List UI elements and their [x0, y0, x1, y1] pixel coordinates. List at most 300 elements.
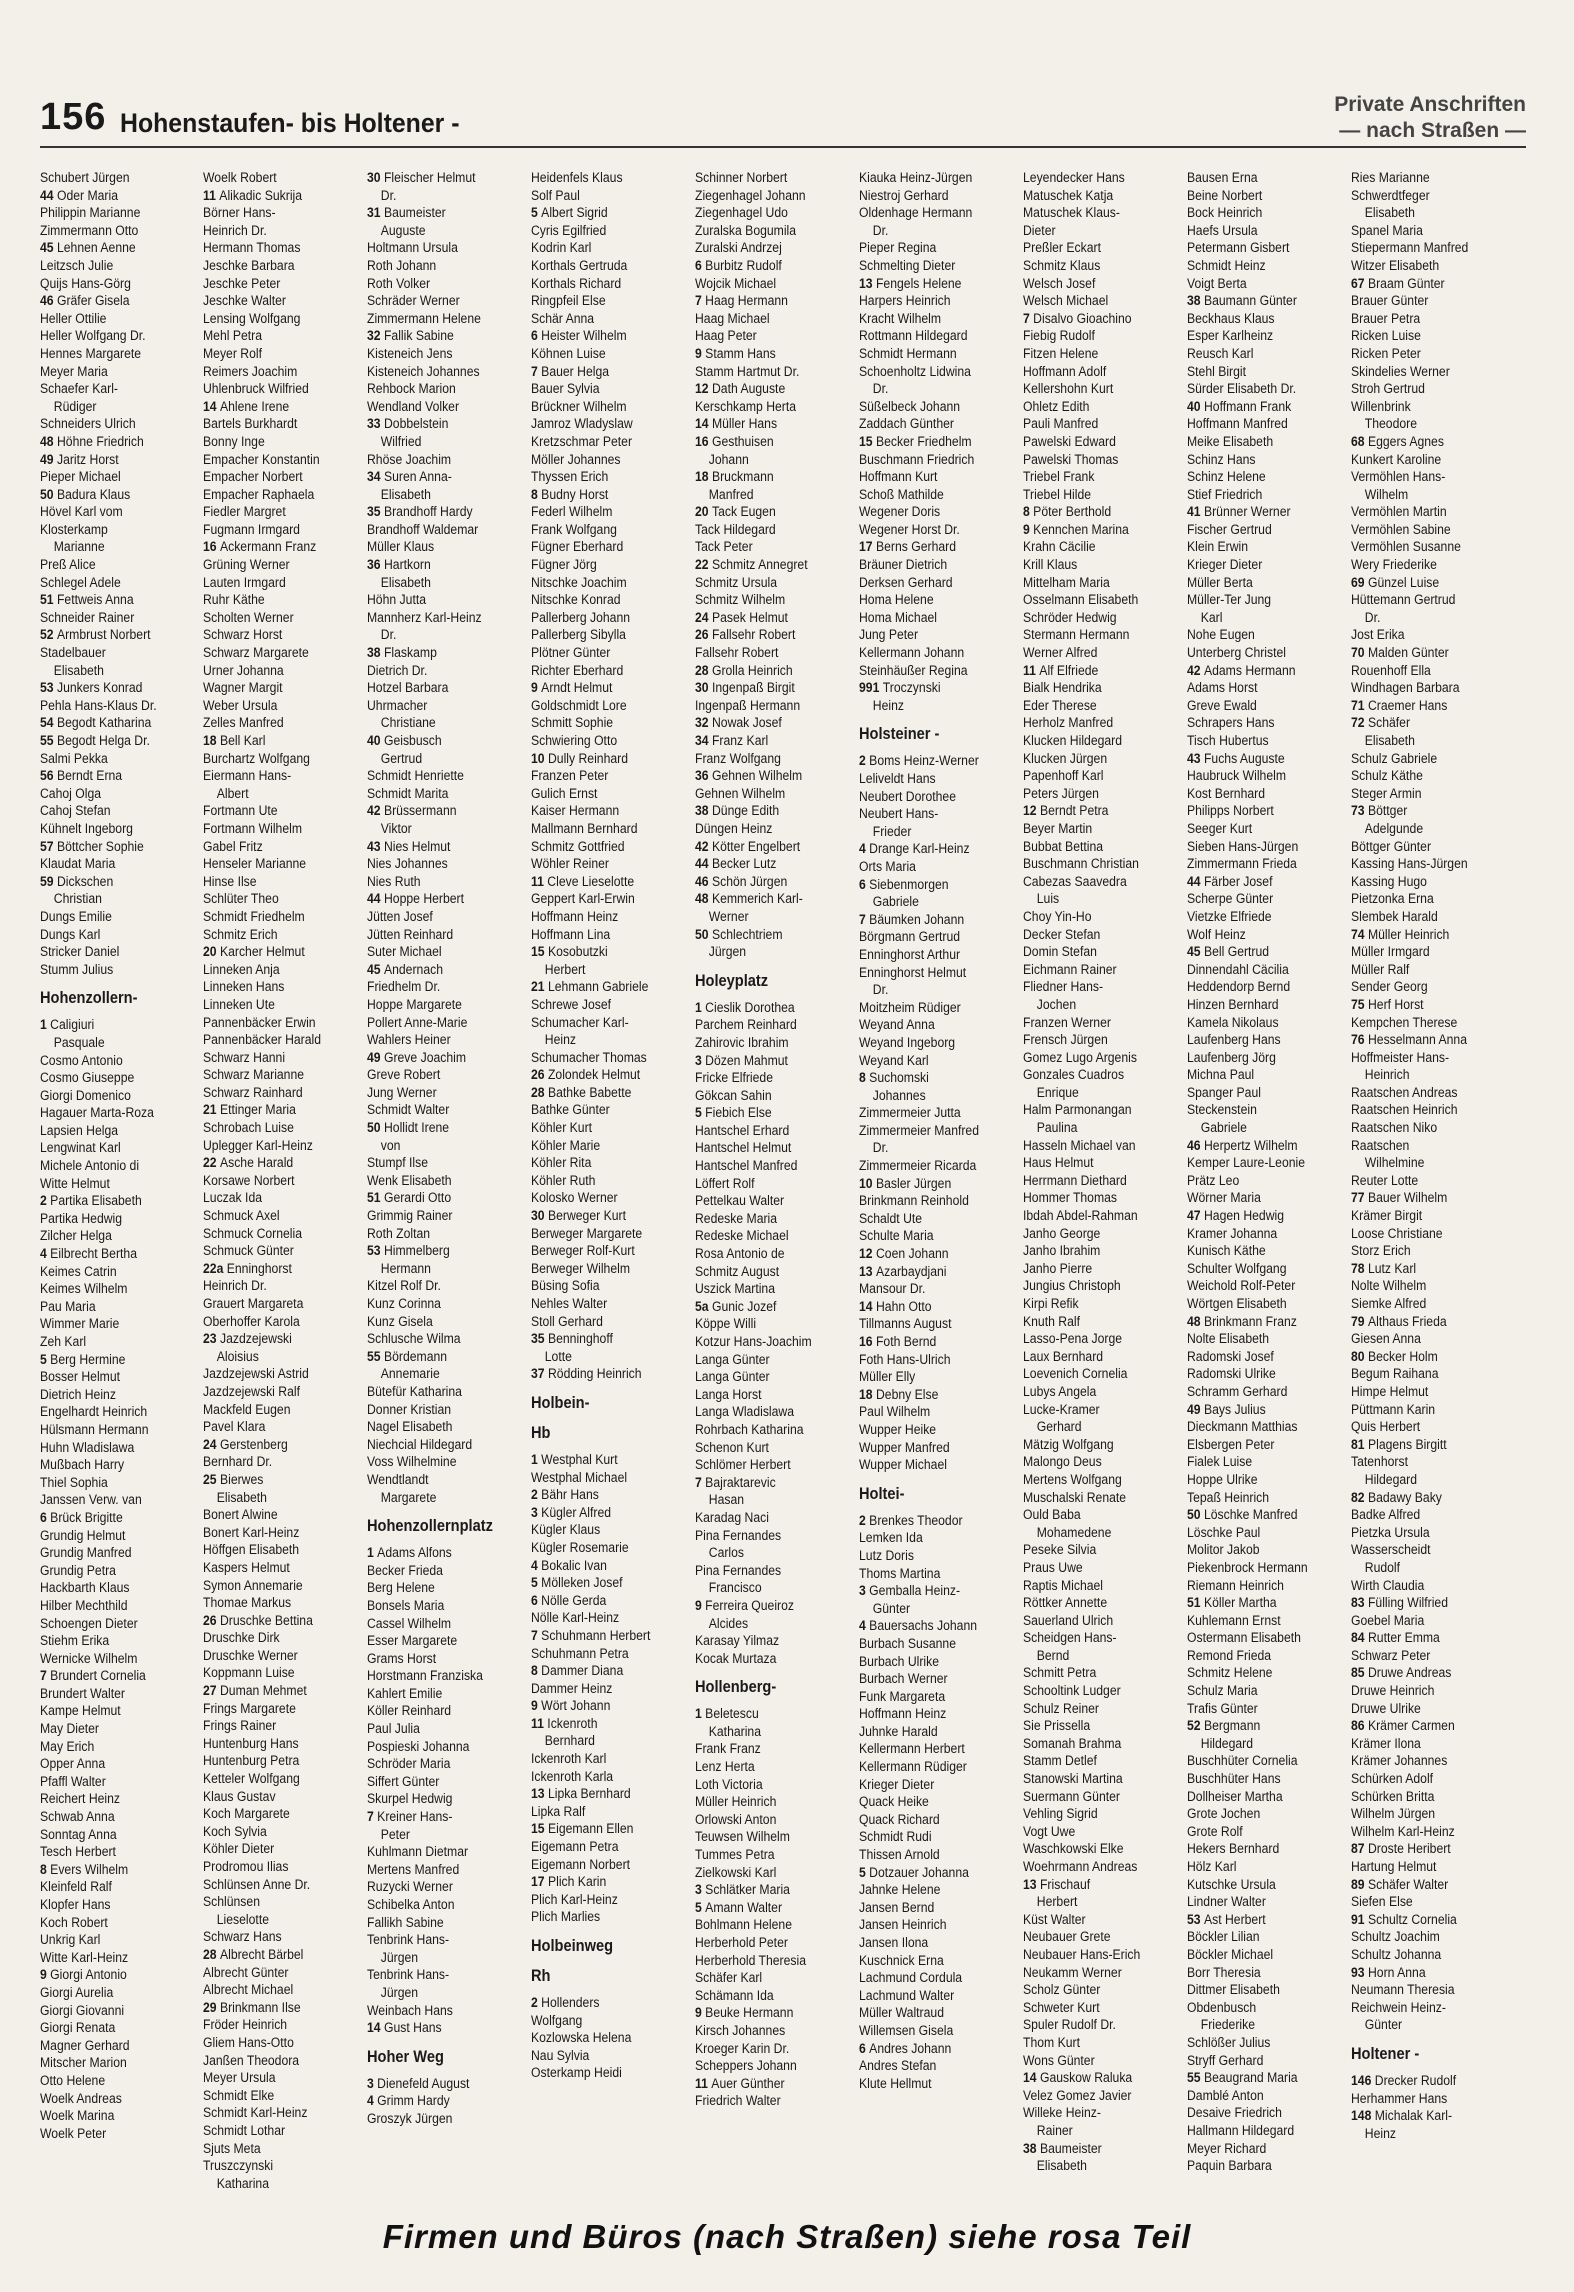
listing-entry: Aloisius	[216, 1348, 259, 1365]
listing-entry: Reichert Heinz	[40, 1791, 121, 1808]
listing-entry: Schmuck Axel	[203, 1208, 280, 1225]
listing-entry: Schumacher Karl-	[531, 1014, 629, 1031]
street-heading: Hohenzollernplatz	[367, 1516, 493, 1536]
listing-entry: Krahn Cäcilie	[1023, 539, 1096, 556]
listing-entry: Haubruck Wilhelm	[1187, 768, 1286, 785]
listing-entry: 11 Auer Günther	[695, 2075, 785, 2092]
listing-entry: Peter	[380, 1826, 410, 1843]
listing-entry: Wegener Horst Dr.	[859, 521, 960, 538]
listing-entry: Krämer Ilona	[1351, 1735, 1421, 1752]
house-number: 9	[40, 1967, 51, 1984]
listing-entry: Stiehm Erika	[40, 1633, 110, 1650]
house-number: 9	[695, 345, 706, 362]
listing-entry: 1 Adams Alfons	[367, 1545, 452, 1562]
house-number: 2	[531, 1995, 542, 2011]
listing-entry: Hantschel Manfred	[695, 1158, 798, 1175]
house-number: 4	[367, 2093, 378, 2110]
house-number: 30	[695, 680, 712, 697]
listing-entry: 87 Droste Heribert	[1351, 1841, 1451, 1858]
listing-entry: Berweger Wilhelm	[531, 1260, 630, 1277]
listing-entry: 22a Enninghorst	[203, 1260, 292, 1277]
listing-entry: Ibdah Abdel-Rahman	[1023, 1208, 1138, 1225]
listing-entry: Thissen Arnold	[859, 1847, 940, 1864]
house-number: 59	[40, 873, 57, 890]
listing-entry: Dr.	[872, 222, 889, 239]
listing-entry: Schmitz Ursula	[695, 574, 778, 591]
listing-entry: Truszczynski	[203, 2158, 274, 2175]
listing-entry: Schämann Ida	[695, 1987, 774, 2004]
listing-entry: Raatschen Heinrich	[1351, 1102, 1458, 1119]
listing-entry: 40 Hoffmann Frank	[1187, 398, 1292, 415]
house-number: 73	[1351, 803, 1368, 820]
listing-entry: Malongo Deus	[1023, 1454, 1102, 1471]
listing-entry: Sonntag Anna	[40, 1826, 117, 1843]
listing-entry: Mansour Dr.	[859, 1281, 926, 1298]
listing-entry: Elisabeth	[1364, 733, 1415, 749]
listing-entry: Küst Walter	[1023, 1911, 1086, 1928]
listing-entry: Lauten Irmgard	[203, 574, 286, 591]
listing-entry: Börgmann Gertrud	[859, 929, 961, 946]
house-number: 26	[695, 627, 712, 644]
house-number: 56	[40, 768, 57, 785]
listing-entry: Köppe Willi	[695, 1316, 757, 1333]
listing-entry: Gonzales Cuadros	[1023, 1067, 1125, 1084]
listing-entry: Fialek Luise	[1187, 1454, 1253, 1471]
listing-entry: Voigt Berta	[1187, 275, 1247, 292]
listing-entry: Johann	[708, 451, 749, 468]
listing-entry: Reimers Joachim	[203, 363, 298, 380]
listing-entry: Müller Heinrich	[695, 1794, 777, 1811]
house-number: 52	[40, 627, 57, 644]
listing-entry: Mußbach Harry	[40, 1457, 125, 1474]
listing-entry: 1 Beletescu	[695, 1706, 759, 1723]
listing-entry: Gabriele	[1200, 1120, 1247, 1137]
listing-entry: Hommer Thomas	[1023, 1190, 1118, 1207]
listing-entry: Jansen Ilona	[859, 1935, 929, 1951]
house-number: 54	[40, 715, 57, 732]
house-number: 11	[203, 187, 220, 204]
listing-entry: Löschke Paul	[1187, 1524, 1261, 1541]
listing-entry: Beyer Martin	[1023, 820, 1093, 837]
listing-entry: Heddendorp Bernd	[1187, 979, 1291, 996]
listing-entry: 45 Bell Gertrud	[1187, 944, 1270, 961]
listing-entry: Schinz Hans	[1187, 451, 1256, 468]
listing-entry: Schoenholtz Lidwina	[859, 363, 971, 380]
listing-entry: Stroh Gertrud	[1351, 381, 1425, 398]
listing-entry: Bausen Erna	[1187, 170, 1258, 186]
listing-entry: Zimmermann Otto	[40, 222, 139, 239]
listing-entry: Herbert	[544, 961, 586, 978]
house-number: 146	[1351, 2072, 1375, 2089]
listing-column	[695, 170, 853, 2111]
listing-entry: Triebel Hilde	[1023, 486, 1092, 503]
listing-entry: Jeschke Walter	[203, 293, 286, 310]
listing-entry: Uhlenbruck Wilfried	[203, 381, 309, 398]
house-number: 10	[859, 1175, 876, 1192]
listing-entry: Jeschke Peter	[203, 275, 281, 292]
listing-entry: Paquin Barbara	[1187, 2158, 1272, 2175]
listing-entry: Meyer Rolf	[203, 345, 262, 362]
listing-entry: Weinbach Hans	[367, 2002, 453, 2019]
listing-entry: Fortmann Wilhelm	[203, 820, 302, 837]
house-number: 13	[531, 1786, 548, 1803]
house-number: 1	[367, 1545, 378, 1562]
listing-entry: Schmidt Marita	[367, 785, 449, 802]
listing-entry: Radomski Ulrike	[1187, 1366, 1276, 1383]
listing-entry: Moitzheim Rüdiger	[859, 999, 961, 1016]
listing-entry: Dietrich Dr.	[367, 662, 428, 679]
listing-entry: 35 Benninghoff	[531, 1331, 613, 1348]
listing-entry: Hülsmann Hermann	[40, 1421, 149, 1438]
listing-entry: Schmitz Erich	[203, 926, 278, 943]
listing-entry: Schuhmann Petra	[531, 1645, 629, 1662]
listing-entry: 50 Löschke Manfred	[1187, 1507, 1298, 1524]
listing-entry: Becker Frieda	[367, 1562, 443, 1579]
listing-entry: Hartung Helmut	[1351, 1859, 1437, 1875]
listing-entry: Giorgi Giovanni	[40, 2002, 125, 2019]
listing-entry: Elisabeth	[380, 574, 431, 591]
listing-entry: Tesch Herbert	[40, 1844, 116, 1861]
listing-entry: Sie Prissella	[1023, 1718, 1091, 1735]
listing-entry: Schrapers Hans	[1187, 715, 1275, 732]
listing-entry: Stadelbauer	[40, 645, 106, 662]
listing-entry: Ruzycki Werner	[367, 1879, 453, 1896]
listing-entry: 37 Rödding Heinrich	[531, 1366, 642, 1383]
listing-entry: Schmidt Rudi	[859, 1829, 932, 1846]
listing-entry: 28 Albrecht Bärbel	[203, 1946, 304, 1963]
listing-entry: Elisabeth	[216, 1489, 267, 1506]
listing-entry: Ould Baba	[1023, 1507, 1081, 1524]
listing-entry: Rouenhoff Ella	[1351, 662, 1431, 679]
house-number: 51	[1187, 1595, 1204, 1612]
listing-entry: 43 Nies Helmut	[367, 838, 451, 855]
house-number: 74	[1351, 926, 1368, 943]
listing-entry: 80 Becker Holm	[1351, 1348, 1438, 1365]
listing-entry: 9 Giorgi Antonio	[40, 1967, 127, 1984]
listing-entry: Bernhard Dr.	[203, 1454, 273, 1471]
listing-entry: Homa Michael	[859, 609, 937, 626]
listing-entry: 7 Bajraktarevic	[695, 1474, 776, 1491]
listing-entry: Orts Maria	[859, 858, 916, 875]
listing-entry: Lemken Ida	[859, 1530, 923, 1547]
street-heading: Holbein-	[531, 1392, 590, 1412]
listing-entry: Fallikh Sabine	[367, 1914, 444, 1931]
listing-entry: 72 Schäfer	[1351, 715, 1411, 732]
house-number: 18	[859, 1386, 876, 1403]
house-number: 2	[40, 1193, 51, 1210]
listing-entry: Schenon Kurt	[695, 1439, 769, 1456]
listing-entry: Solf Paul	[531, 187, 580, 204]
house-number: 2	[859, 1512, 870, 1529]
listing-entry: 82 Badawy Baky	[1351, 1489, 1442, 1506]
listing-entry: Tack Peter	[695, 539, 753, 556]
listing-entry: Ingenpaß Hermann	[695, 697, 801, 714]
house-number: 34	[695, 733, 712, 749]
listing-entry: Roth Johann	[367, 257, 437, 274]
listing-entry: Korsawe Norbert	[203, 1172, 295, 1189]
listing-entry: Schlusche Wilma	[367, 1331, 461, 1348]
listing-entry: Preßler Eckart	[1023, 240, 1101, 257]
house-number: 5	[531, 1575, 542, 1592]
house-number: 26	[531, 1067, 548, 1084]
listing-entry: 28 Bathke Babette	[531, 1084, 632, 1101]
listing-entry: 15 Becker Friedhelm	[859, 433, 972, 450]
listing-entry: Luczak Ida	[203, 1190, 263, 1207]
listing-entry: Hermann	[380, 1260, 431, 1277]
listing-entry: Desaive Friedrich	[1187, 2105, 1282, 2122]
listing-entry: Pannenbäcker Harald	[203, 1032, 322, 1049]
listing-entry: Mackfeld Eugen	[203, 1401, 291, 1418]
listing-entry: Oberhoffer Karola	[203, 1313, 300, 1330]
listing-entry: Waschkowski Elke	[1023, 1841, 1124, 1858]
listing-entry: Korthals Richard	[531, 275, 622, 292]
listing-entry: Brückner Wilhelm	[531, 398, 627, 415]
house-number: 11	[531, 1715, 548, 1732]
listing-entry: Foth Hans-Ulrich	[859, 1351, 951, 1368]
listing-entry: Pospieski Johanna	[367, 1738, 470, 1755]
listing-entry: Rottmann Hildegard	[859, 328, 968, 345]
listing-entry: Bonert Karl-Heinz	[203, 1524, 300, 1541]
listing-entry: Jung Werner	[367, 1084, 437, 1101]
listing-entry: Röttker Annette	[1023, 1595, 1108, 1612]
listing-entry: Krämer Johannes	[1351, 1753, 1448, 1770]
listing-entry: Scholz Günter	[1023, 1982, 1101, 1999]
listing-entry: Grote Rolf	[1187, 1823, 1243, 1840]
listing-entry: Wilhelm Jürgen	[1351, 1806, 1436, 1823]
listing-entry: Schmitz Klaus	[1023, 257, 1101, 274]
listing-entry: Redeske Maria	[695, 1210, 778, 1227]
street-heading: Rh	[531, 1966, 551, 1985]
listing-entry: Empacher Konstantin	[203, 451, 320, 468]
listing-entry: Zuralska Bogumila	[695, 222, 797, 239]
listing-entry: Hildegard	[1200, 1735, 1253, 1752]
listing-entry: Petermann Gisbert	[1187, 240, 1290, 257]
listing-entry: Suter Michael	[367, 944, 442, 961]
listing-entry: Fügner Jörg	[531, 557, 597, 574]
listing-entry: Carlos	[708, 1545, 745, 1562]
house-number: 7	[695, 293, 706, 310]
listing-entry: Schultz Johanna	[1351, 1946, 1442, 1963]
listing-entry: Janho George	[1023, 1225, 1101, 1242]
listing-entry: 34 Suren Anna-	[367, 469, 452, 486]
listing-entry: Schmidt Hermann	[859, 345, 957, 362]
listing-entry: 56 Berndt Erna	[40, 768, 123, 785]
listing-entry: Friedrich Walter	[695, 2093, 781, 2110]
listing-entry: Pietzka Ursula	[1351, 1524, 1430, 1541]
listing-entry: Cyris Egilfried	[531, 222, 607, 239]
listing-entry: Dr.	[380, 187, 397, 204]
listing-entry: Kunisch Käthe	[1187, 1243, 1266, 1260]
listing-entry: Fröder Heinrich	[203, 2017, 288, 2034]
listing-entry: Siffert Günter	[367, 1773, 440, 1790]
listing-entry: Ricken Peter	[1351, 345, 1421, 362]
listing-entry: Schmitz Helene	[1187, 1665, 1273, 1682]
listing-entry: 7 Schuhmann Herbert	[531, 1627, 651, 1644]
listing-entry: Hoffmeister Hans-	[1351, 1049, 1450, 1066]
listing-entry: 25 Bierwes	[203, 1471, 264, 1488]
listing-entry: Schürken Britta	[1351, 1788, 1435, 1805]
house-number: 53	[1187, 1911, 1204, 1928]
listing-entry: Sjuts Meta	[203, 2140, 261, 2157]
house-number: 6	[531, 328, 542, 345]
listing-entry: 45 Lehnen Aenne	[40, 240, 136, 257]
listing-entry: Brandhoff Waldemar	[367, 521, 479, 538]
listing-entry: Unterberg Christel	[1187, 645, 1287, 662]
house-number: 55	[1187, 2070, 1204, 2087]
house-number: 7	[531, 1627, 542, 1644]
listing-entry: Schwarz Peter	[1351, 1647, 1431, 1664]
listing-entry: Karadag Naci	[695, 1509, 769, 1526]
listing-entry: Theodore	[1364, 416, 1417, 433]
listing-entry: Schulter Wolfgang	[1187, 1260, 1287, 1277]
house-number: 7	[695, 1474, 706, 1491]
listing-entry: Woelk Marina	[40, 2108, 115, 2125]
listing-entry: 10 Basler Jürgen	[859, 1175, 952, 1192]
listing-entry: Adelgunde	[1364, 820, 1424, 837]
page-title: Hohenstaufen- bis Holtener -	[120, 108, 460, 138]
listing-entry: Grams Horst	[367, 1650, 437, 1667]
listing-entry: Steckenstein	[1187, 1102, 1257, 1119]
listing-entry: Wupper Heike	[859, 1421, 937, 1438]
listing-entry: 8 Dammer Diana	[531, 1663, 624, 1680]
listing-entry: Bernd	[1036, 1647, 1070, 1664]
listing-entry: Kamela Nikolaus	[1187, 1014, 1279, 1031]
listing-entry: 46 Schön Jürgen	[695, 873, 788, 890]
listing-entry: Kramer Johanna	[1187, 1225, 1278, 1242]
listing-entry: Kocak Murtaza	[695, 1650, 777, 1667]
listing-entry: Kutschke Ursula	[1187, 1876, 1276, 1893]
listing-entry: 26 Fallsehr Robert	[695, 627, 796, 644]
listing-entry: Werner Alfred	[1023, 645, 1098, 662]
listing-entry: Kunkert Karoline	[1351, 451, 1442, 468]
listing-entry: Grimmig Rainer	[367, 1208, 453, 1225]
listing-entry: 13 Frischauf	[1023, 1876, 1091, 1893]
listing-entry: Richter Eberhard	[531, 662, 624, 679]
listing-entry: Hotzel Barbara	[367, 680, 449, 697]
house-number: 17	[531, 1874, 548, 1891]
listing-entry: Zimmermeier Jutta	[859, 1105, 961, 1122]
listing-entry: 36 Gehnen Wilhelm	[695, 768, 803, 785]
listing-entry: Bock Heinrich	[1187, 205, 1263, 222]
house-number: 52	[1187, 1718, 1204, 1735]
listing-entry: Frank Wolfgang	[531, 521, 617, 538]
house-number: 80	[1351, 1348, 1368, 1365]
listing-entry: 51 Fettweis Anna	[40, 592, 134, 609]
listing-entry: Kellermann Herbert	[859, 1741, 965, 1758]
house-number: 15	[531, 944, 548, 961]
listing-entry: Nagel Elisabeth	[367, 1419, 453, 1436]
listing-entry: Scholten Werner	[203, 609, 294, 626]
house-number: 7	[859, 911, 870, 928]
house-number: 5a	[695, 1298, 712, 1315]
listing-entry: 5 Dotzauer Johanna	[859, 1864, 969, 1881]
listing-entry: Hüttemann Gertrud	[1351, 592, 1456, 609]
listing-entry: Schramm Gerhard	[1187, 1383, 1288, 1400]
listing-entry: Burbach Werner	[859, 1671, 948, 1688]
listing-entry: Zuralski Andrzej	[695, 240, 782, 257]
listing-entry: Fitzen Helene	[1023, 345, 1099, 362]
listing-entry: Steinhäußer Regina	[859, 662, 968, 679]
listing-entry: Bütefür Katharina	[367, 1383, 462, 1400]
listing-entry: Jürgen	[380, 1949, 419, 1966]
listing-entry: Janho Pierre	[1023, 1260, 1093, 1277]
listing-entry: 68 Eggers Agnes	[1351, 433, 1444, 450]
listing-entry: Bubbat Bettina	[1023, 838, 1104, 855]
house-number: 17	[859, 539, 876, 556]
listing-entry: Gehnen Wilhelm	[695, 785, 786, 802]
listing-entry: Vehling Sigrid	[1023, 1806, 1098, 1823]
house-number: 25	[203, 1471, 220, 1488]
house-number: 11	[1023, 662, 1040, 679]
listing-entry: Nitschke Joachim	[531, 574, 627, 591]
listing-entry: Esper Karlheinz	[1187, 328, 1274, 345]
listing-entry: Sürder Elisabeth Dr.	[1187, 381, 1297, 398]
listing-entry: Wojcik Michael	[695, 275, 777, 292]
listing-entry: Michna Paul	[1187, 1067, 1255, 1084]
listing-entry: Hoffmann Heinz	[531, 908, 619, 925]
page-number: 156	[40, 96, 107, 138]
street-heading: Holsteiner -	[859, 724, 940, 744]
listing-entry: Wilhelmine	[1364, 1155, 1425, 1172]
listing-entry: 44 Becker Lutz	[695, 856, 777, 873]
listing-entry: Zimmermeier Manfred	[859, 1122, 980, 1139]
listing-entry: Giorgi Renata	[40, 2020, 116, 2037]
listing-entry: Spanel Maria	[1351, 222, 1423, 239]
listing-entry: Vermöhlen Sabine	[1351, 521, 1451, 538]
house-number: 16	[203, 539, 220, 556]
house-number: 57	[40, 838, 57, 855]
listing-entry: Riemann Heinrich	[1187, 1577, 1284, 1594]
listing-entry: 2 Brenkes Theodor	[859, 1512, 963, 1529]
listing-entry: Friederike	[1200, 2017, 1256, 2034]
listing-entry: Heller Wolfgang Dr.	[40, 328, 146, 345]
listing-entry: Langa Günter	[695, 1351, 770, 1368]
listing-entry: Schmitt Petra	[1023, 1665, 1097, 1682]
listing-entry: Goebel Maria	[1351, 1612, 1425, 1629]
listing-entry: 20 Karcher Helmut	[203, 944, 305, 961]
listing-entry: Kunz Corinna	[367, 1296, 441, 1312]
listing-entry: Karl	[1200, 609, 1223, 626]
listing-entry: Hinzen Bernhard	[1187, 996, 1279, 1013]
listing-entry: Zelles Manfred	[203, 715, 284, 732]
listing-entry: Frensch Jürgen	[1023, 1032, 1108, 1049]
house-number: 26	[203, 1612, 220, 1629]
listing-entry: May Dieter	[40, 1721, 99, 1738]
house-number: 5	[531, 205, 542, 222]
listing-entry: Nies Johannes	[367, 856, 448, 873]
listing-entry: Rudolf	[1364, 1559, 1401, 1576]
listing-entry: 3 Gemballa Heinz-	[859, 1583, 961, 1600]
listing-entry: Oldenhage Hermann	[859, 205, 973, 222]
house-number: 67	[1351, 275, 1368, 292]
listing-entry: Linneken Anja	[203, 961, 280, 978]
listing-entry: Cassel Wilhelm	[367, 1615, 452, 1632]
listing-entry: Schlünsen Anne Dr.	[203, 1876, 311, 1893]
house-number: 4	[531, 1557, 542, 1574]
listing-entry: Dr.	[872, 1140, 889, 1157]
listing-entry: 86 Krämer Carmen	[1351, 1718, 1455, 1735]
house-number: 11	[695, 2075, 712, 2092]
listing-entry: Kügler Rosemarie	[531, 1539, 629, 1556]
section-label-line1: Private Anschriften	[1334, 93, 1526, 116]
listing-entry: Osselmann Elisabeth	[1023, 592, 1139, 609]
listing-entry: Nies Ruth	[367, 873, 421, 890]
listing-entry: 22 Asche Harald	[203, 1155, 294, 1172]
listing-entry: Storz Erich	[1351, 1243, 1411, 1260]
listing-entry: Elsbergen Peter	[1187, 1436, 1275, 1453]
listing-entry: Welsch Michael	[1023, 293, 1109, 310]
house-number: 84	[1351, 1630, 1368, 1647]
